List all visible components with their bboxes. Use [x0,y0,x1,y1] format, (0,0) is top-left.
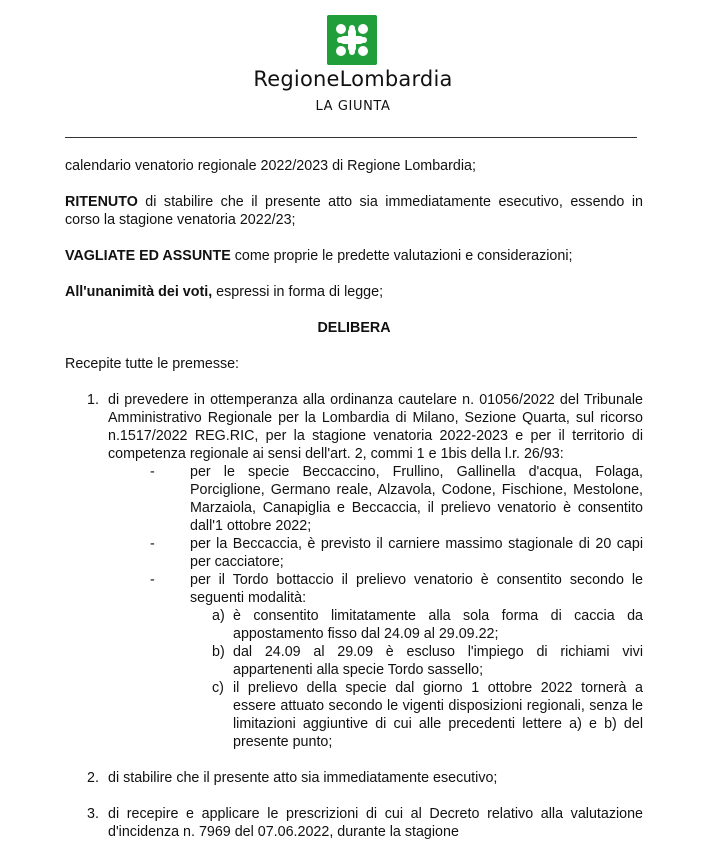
dash-marker: - [150,572,155,588]
letter-text: è consentito limitatamente alla sola forma di caccia da appostamento fisso dal 24.09 al 29.09.22; [233,608,643,642]
letter-marker: c) [212,680,224,696]
list-item-2 [65,769,643,787]
dash-marker: - [150,464,155,480]
delibera-heading: DELIBERA [317,320,391,336]
dash-item-2 [65,535,643,571]
letter-text: dal 24.09 al 29.09 è escluso l'impiego di richiami vivi appartenenti alla specie Tordo sassello; [233,644,643,678]
dash-marker: - [150,536,155,552]
list-item-1 [65,391,643,463]
ritenuto-text: di stabilire che il presente atto sia immediatamente esecutivo, essendo in corso la stagione venatoria 2022/23; [65,194,643,228]
item-text: di stabilire che il presente atto sia immediatamente esecutivo; [108,770,498,786]
unanimita-text: espressi in forma di legge; [212,284,384,300]
item-number: 1. [87,392,99,408]
item-number: 2. [87,770,99,786]
header-subtitle: LA GIUNTA [315,99,391,114]
item-text: di recepire e applicare le prescrizioni di cui al Decreto relativo alla valutazione d'incidenza n. 7969 del 07.06.2022, durante la stagione [108,806,643,840]
letter-marker: b) [212,644,225,660]
paragraph-ritenuto [65,193,643,229]
paragraph-vagliate [65,247,643,265]
vagliate-text: come proprie le predette valutazioni e considerazioni; [230,248,573,264]
rosa-camuna-icon [327,15,377,65]
letter-text: il prelievo della specie dal giorno 1 ottobre 2022 tornerà a essere attuato secondo le vigenti disposizioni regionali, senza le limitazioni aggiuntive di cui alle precedenti lettere a) e b) del presente punto; [233,680,643,750]
vagliate-keyword: VAGLIATE ED ASSUNTE [65,248,231,264]
header-divider [65,137,637,138]
dash-item-3 [65,571,643,607]
ritenuto-keyword: RITENUTO [65,194,138,210]
dash-text: per il Tordo bottaccio il prelievo venatorio è consentito secondo le seguenti modalità: [190,572,643,606]
letter-item-c [65,679,643,751]
paragraph-calendario: calendario venatorio regionale 2022/2023 di Regione Lombardia; [65,158,476,174]
dash-text: per le specie Beccaccino, Frullino, Gallinella d'acqua, Folaga, Porciglione, Germano reale, Alzavola, Codone, Fischione, Mestolone, Marzaiola, Canapiglia e Beccaccia, il prelievo venatorio è consentito dall'1 ottobre 2022; [190,464,643,534]
page-header [0,0,706,140]
paragraph-recepite: Recepite tutte le premesse: [65,356,240,372]
letter-item-b [65,643,643,679]
paragraph-unanimita [65,283,643,301]
list-item-3 [65,805,643,841]
letter-item-a [65,607,643,643]
regione-lombardia-logo [327,15,377,65]
item-text: di prevedere in ottemperanza alla ordinanza cautelare n. 01056/2022 del Tribunale Amministrativo Regionale per la Lombardia di Milano, Sezione Quarta, sul ricorso n.1517/2022 REG.RIC, per la stagione venatoria 2022-2023 e per il territorio di competenza regionale ai sensi dell'art. 2, commi 1 e 1bis della l.r. 26/93: [108,392,643,462]
dash-list [65,463,643,751]
unanimita-keyword: All'unanimità dei voti, [65,284,213,300]
letter-marker: a) [212,608,225,624]
document-body [65,157,643,841]
dash-text: per la Beccaccia, è previsto il carniere massimo stagionale di 20 capi per cacciatore; [190,536,643,570]
item-number: 3. [87,806,99,822]
brand-name: RegioneLombardia [253,67,453,91]
dash-item-1 [65,463,643,535]
